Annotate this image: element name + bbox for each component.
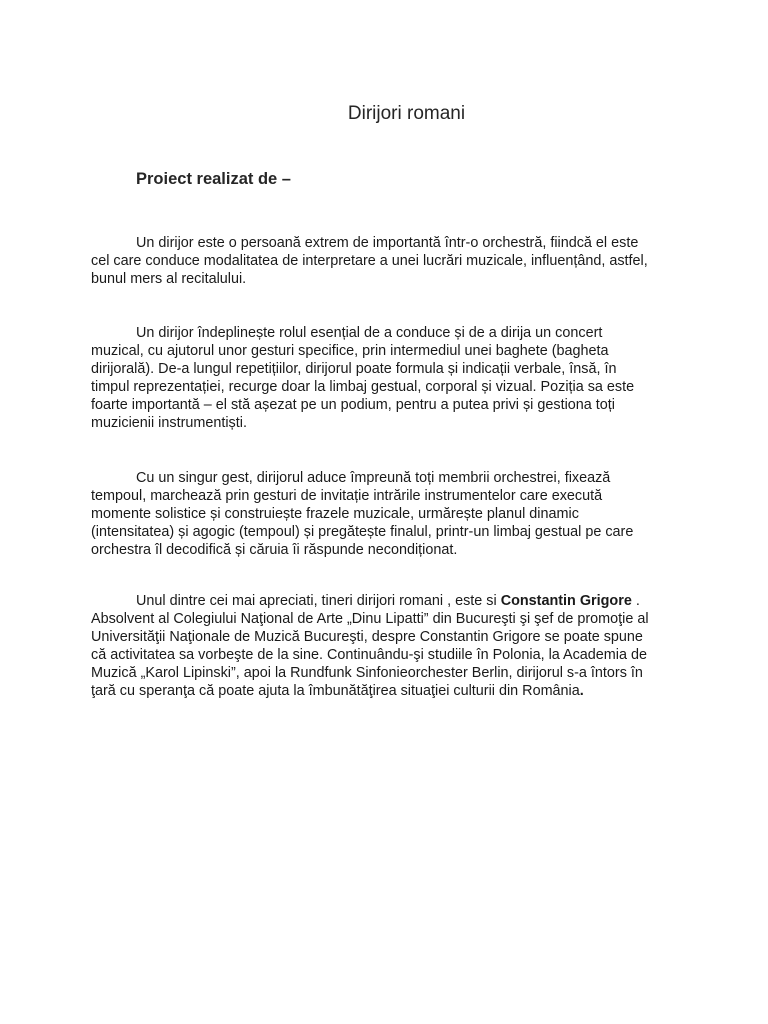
text-line: foarte importantă – el stă așezat pe un podium, pentru a putea privi și gestiona toți [91,397,615,413]
text-segment: ţară cu speranţa că poate ajuta la îmbunătăţirea situaţiei culturii din România [91,683,580,699]
page-subtitle: Proiect realizat de – [136,170,291,188]
text-line: tempoul, marchează prin gesturi de invitație intrările instrumentelor care execută [91,488,603,504]
text-line: timpul reprezentației, recurge doar la limbaj gestual, corporal și vizual. Poziția sa este [91,379,635,395]
text-segment: Unul dintre cei mai apreciati, tineri dirijori romani , este si [136,593,501,609]
text-line: muzicienii instrumentiști. [91,415,247,431]
page-title: Dirijori romani [347,103,466,124]
text-segment: . [631,593,640,609]
conductor-name: Constantin Grigore [500,593,632,609]
text-line: muzical, cu ajutorul unor gesturi specifice, prin intermediul unei baghete (bagheta [91,343,609,359]
paragraph-3 [91,469,691,559]
text-line: Absolvent al Colegiului Naţional de Arte „Dinu Lipatti” din Bucureşti şi şef de promoţie al [91,611,649,627]
text-line: momente solistice și construiește frazele muzicale, urmărește planul dinamic [91,506,579,522]
text-line: bunul mers al recitalului. [91,271,247,287]
text-line: cel care conduce modalitatea de interpretare a unei lucrări muzicale, influențând, astfel, [91,253,648,269]
text-line: Cu un singur gest, dirijorul aduce împreună toți membrii orchestrei, fixează [136,470,611,486]
text-line: Un dirijor îndeplinește rolul esențial de a conduce și de a dirija un concert [136,325,603,341]
text-line: dirijorală). De-a lungul repetițiilor, dirijorul poate formula și indicații verbale, însă, în [91,361,617,377]
paragraph-2 [91,324,691,432]
text-line: (intensitatea) și agogic (tempoul) și pregătește finalul, printr-un limbaj gestual pe care [91,524,634,540]
text-line [91,592,691,610]
text-line: Universităţii Naţionale de Muzică Bucureşti, despre Constantin Grigore se poate spune [91,629,643,645]
text-line: orchestra îl decodifică și căruia îi răspunde necondiționat. [91,542,458,558]
paragraph-4 [91,592,691,700]
final-period: . [579,683,584,699]
paragraph-1 [91,234,691,288]
text-line: Muzică „Karol Lipinski”, apoi la Rundfunk Sinfonieorchester Berlin, dirijorul s-a întors în [91,665,643,681]
text-line [91,682,691,700]
text-line: că activitatea sa vorbeşte de la sine. Continuându-şi studiile în Polonia, la Academia de [91,647,647,663]
text-line: Un dirijor este o persoană extrem de importantă într-o orchestră, fiindcă el este [136,235,639,251]
